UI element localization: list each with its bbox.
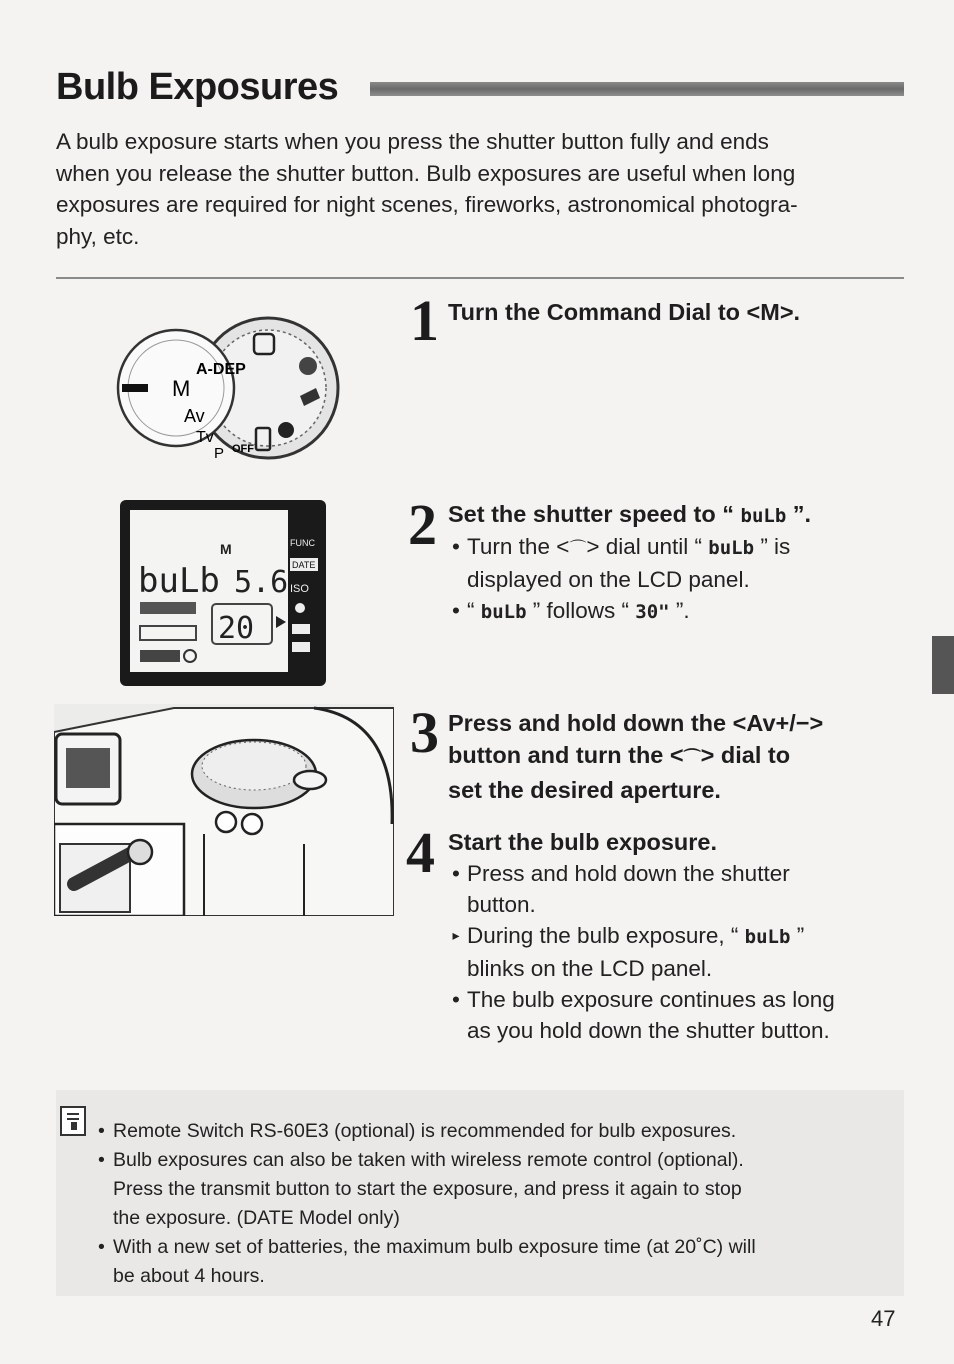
note-text: be about 4 hours. bbox=[113, 1265, 265, 1287]
step-3-title bbox=[448, 707, 823, 806]
bulb-lcd-text: buLb bbox=[708, 537, 755, 559]
page-title: Bulb Exposures bbox=[56, 66, 339, 108]
dial-label-tv: Tv bbox=[196, 429, 214, 446]
main-dial-icon: ⌒ bbox=[569, 539, 587, 558]
bullet-marker: • bbox=[452, 987, 460, 1012]
intro-line: exposures are required for night scenes, fireworks, astronomical photogra- bbox=[56, 192, 798, 217]
list-item bbox=[448, 595, 898, 628]
chapter-tab-marker bbox=[932, 636, 954, 694]
bullet-text: ” bbox=[790, 923, 805, 948]
bullet-text: Turn the < bbox=[467, 534, 570, 559]
bullet-text: Press and hold down the shutter bbox=[467, 861, 790, 886]
bullet-text: button. bbox=[467, 892, 536, 917]
step-2-title bbox=[448, 498, 811, 532]
note-item: • Remote Switch RS-60E3 (optional) is recommended for bulb exposures. bbox=[98, 1117, 898, 1146]
beep-icon bbox=[292, 624, 310, 634]
step-4-title-line: Start the bulb exposure. bbox=[448, 829, 717, 855]
note-item: • Bulb exposures can also be taken with wireless remote control (optional). Press the transmit button to start the exposure, and press it again to stop the exposure. (DATE Model only) bbox=[98, 1146, 898, 1233]
bullet-text: displayed on the LCD panel. bbox=[467, 567, 750, 592]
lcd-label-func: FUNC bbox=[290, 538, 315, 548]
note-text: the exposure. (DATE Model only) bbox=[113, 1207, 400, 1229]
bullet-text: > dial until “ bbox=[586, 534, 709, 559]
dial-icon-portrait bbox=[299, 357, 317, 375]
step-2-bullets bbox=[448, 531, 898, 628]
title-decoration-bar bbox=[370, 82, 904, 96]
lcd-frame-counter: 20 bbox=[218, 611, 255, 646]
notes-list bbox=[98, 1117, 898, 1291]
step-1-title bbox=[448, 296, 800, 328]
thirty-seconds-lcd-text: 30" bbox=[635, 601, 670, 623]
intro-paragraph bbox=[56, 126, 906, 252]
step-2-title-text: Set the shutter speed to “ bbox=[448, 501, 741, 527]
bullet-marker: • bbox=[452, 598, 460, 623]
note-text: With a new set of batteries, the maximum bulb exposure time (at 20˚C) will bbox=[113, 1236, 756, 1258]
note-item: • With a new set of batteries, the maximum bulb exposure time (at 20˚C) will be about 4 hours. bbox=[98, 1233, 898, 1291]
bulb-lcd-text: buLb bbox=[744, 926, 791, 948]
battery-icon bbox=[140, 650, 180, 662]
lcd-shutter-readout: buLb bbox=[138, 561, 220, 601]
main-dial-icon: ⌒ bbox=[683, 748, 701, 767]
intro-line: when you release the shutter button. Bulb exposures are useful when long bbox=[56, 160, 796, 186]
step-3-title-text: button and turn the < bbox=[448, 742, 684, 768]
note-icon bbox=[60, 1106, 86, 1136]
self-timer-icon bbox=[295, 603, 305, 613]
step-3-title-line: set the desired aperture. bbox=[448, 777, 721, 803]
step-4-number: 4 bbox=[406, 820, 435, 885]
dial-label-p: P bbox=[214, 445, 225, 462]
bullet-marker: • bbox=[452, 861, 460, 886]
lcd-label-iso: ISO bbox=[290, 583, 309, 595]
note-text: Remote Switch RS-60E3 (optional) is recommended for bulb exposures. bbox=[113, 1120, 737, 1142]
intro-line: A bulb exposure starts when you press the shutter button fully and ends bbox=[56, 129, 769, 154]
bullet-text: ”. bbox=[669, 598, 690, 623]
av-button-drawing bbox=[128, 840, 152, 864]
bullet-marker: • bbox=[452, 534, 460, 559]
lcd-mode-indicator: M bbox=[220, 541, 232, 557]
step-2-title-end: ”. bbox=[786, 501, 812, 527]
mode-dial-illustration bbox=[108, 296, 340, 482]
step-3-number: 3 bbox=[410, 700, 439, 765]
lcd-aperture-readout: 5.6 bbox=[234, 565, 289, 600]
note-text: Press the transmit button to start the exposure, and press it again to stop bbox=[113, 1178, 742, 1200]
bullet-text: “ bbox=[467, 598, 481, 623]
dial-label-m: M bbox=[172, 376, 191, 401]
dial-label-off: OFF bbox=[232, 443, 254, 455]
note-text: Bulb exposures can also be taken with wireless remote control (optional). bbox=[113, 1149, 744, 1171]
list-item bbox=[448, 984, 904, 1046]
lcd-label-date: DATE bbox=[292, 560, 316, 570]
step-1-title-line: Turn the Command Dial to <M>. bbox=[448, 299, 801, 325]
lcd-exposure-scale bbox=[140, 602, 196, 614]
intro-line: phy, etc. bbox=[56, 223, 140, 249]
list-item bbox=[448, 920, 904, 984]
step-3-title-text: > dial to bbox=[700, 742, 791, 768]
step-4-title bbox=[448, 826, 717, 858]
bullet-text: During the bulb exposure, “ bbox=[467, 923, 745, 948]
dial-label-av: Av bbox=[184, 406, 205, 426]
bulb-lcd-text: buLb bbox=[480, 601, 527, 623]
list-item bbox=[448, 531, 898, 595]
result-marker: ▸ bbox=[452, 927, 460, 943]
step-4-bullets bbox=[448, 858, 904, 1046]
drive-icon bbox=[292, 642, 310, 652]
list-item bbox=[448, 858, 904, 920]
page-number: 47 bbox=[871, 1306, 896, 1331]
bullet-text: ” is bbox=[754, 534, 791, 559]
section-divider bbox=[56, 277, 904, 279]
lcd-panel-illustration bbox=[120, 500, 326, 686]
camera-back-illustration bbox=[54, 704, 394, 916]
dial-icon-sports bbox=[278, 422, 294, 438]
bullet-text: as you hold down the shutter button. bbox=[467, 1018, 830, 1043]
bullet-text: ” follows “ bbox=[526, 598, 636, 623]
step-2-number: 2 bbox=[408, 492, 437, 557]
dial-label-adep: A-DEP bbox=[196, 361, 246, 378]
bullet-text: blinks on the LCD panel. bbox=[467, 956, 713, 981]
bullet-text: The bulb exposure continues as long bbox=[467, 987, 835, 1012]
step-3-title-line: Press and hold down the <Av+/−> bbox=[448, 710, 824, 736]
step-1-number: 1 bbox=[410, 288, 439, 353]
bulb-lcd-text: buLb bbox=[740, 505, 787, 527]
